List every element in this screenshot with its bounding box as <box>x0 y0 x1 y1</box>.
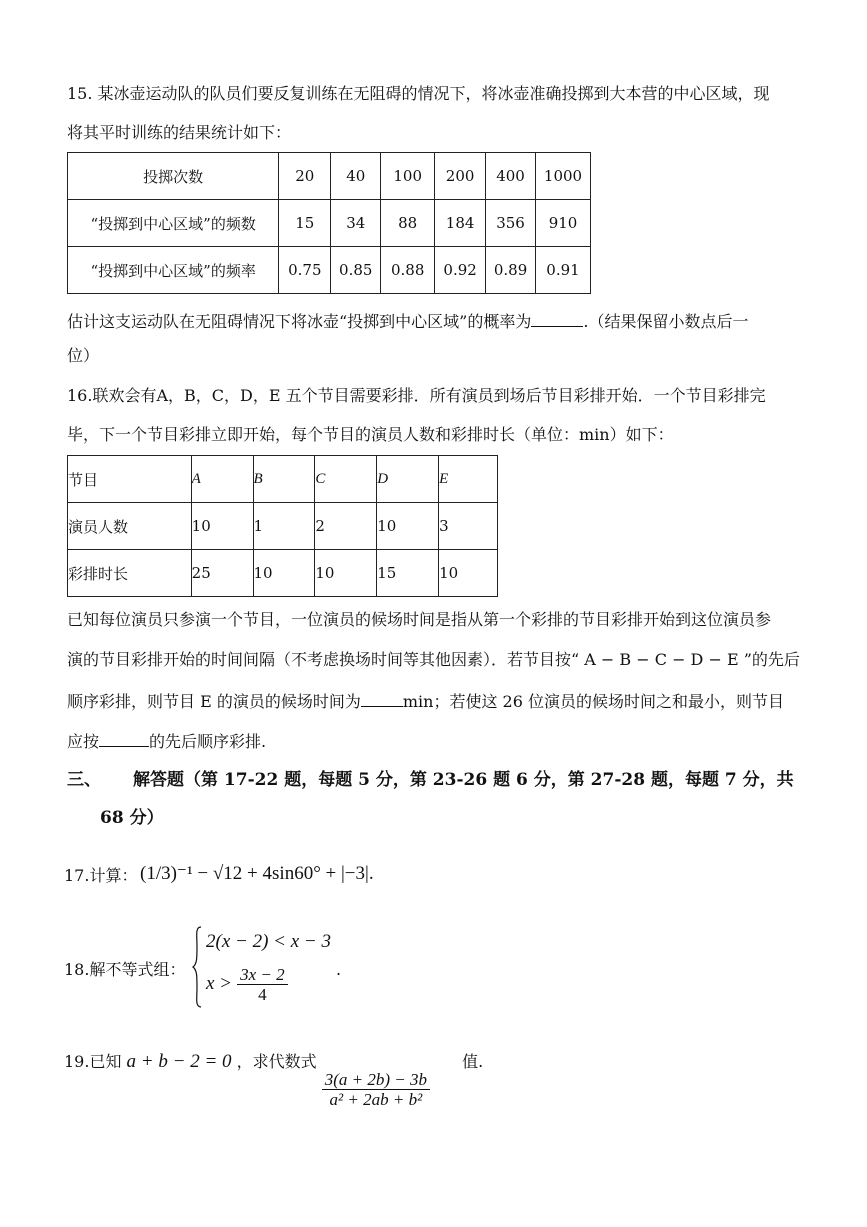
table-cell: 15 <box>377 550 439 597</box>
table-row <box>68 200 591 247</box>
q18-label: 18.解不等式组： <box>64 960 186 979</box>
table-cell: 100 <box>381 153 435 200</box>
table-cell: “投掷到中心区域”的频率 <box>68 247 279 294</box>
table-cell: “投掷到中心区域”的频数 <box>68 200 279 247</box>
table-cell: 25 <box>191 550 253 597</box>
table-cell: 0.75 <box>279 247 331 294</box>
q16-line2: 毕，下一个节目彩排立即开始，每个节目的演员人数和彩排时长（单位：min）如下： <box>67 425 674 444</box>
q16-line6-text: 应按 <box>67 732 100 751</box>
q17-label: 17.计算： <box>64 866 138 885</box>
table-cell: 0.85 <box>331 247 381 294</box>
q15-line3-tail: .（结果保留小数点后一 <box>583 312 749 331</box>
table-cell: 演员人数 <box>68 503 192 550</box>
table-row <box>68 503 498 550</box>
brace-icon <box>192 926 202 1008</box>
q16-line5-text: 顺序彩排，则节目 E 的演员的候场时间为 <box>67 692 361 711</box>
q18-inequality-2 <box>206 966 288 1003</box>
q16-line6 <box>67 732 266 750</box>
fraction-numerator: 3(a + 2b) − 3b <box>322 1071 430 1090</box>
table-cell: 40 <box>331 153 381 200</box>
q19-end: 值. <box>462 1052 484 1071</box>
section-title-cont: 68 分） <box>100 808 164 828</box>
table-row <box>68 247 591 294</box>
table-cell: 10 <box>253 550 315 597</box>
table-cell: 1000 <box>536 153 591 200</box>
table-cell: C <box>315 456 377 503</box>
q16-table <box>67 455 498 597</box>
q15-table <box>67 152 591 294</box>
fraction-numerator: 3x − 2 <box>237 966 288 985</box>
table-cell: 3 <box>439 503 498 550</box>
table-cell: 356 <box>486 200 536 247</box>
q18-end: . <box>336 960 342 979</box>
table-cell: 910 <box>536 200 591 247</box>
table-cell: 0.88 <box>381 247 435 294</box>
table-cell: 2 <box>315 503 377 550</box>
section-title: 解答题（第 17-22 题，每题 5 分，第 23-26 题 6 分，第 27-28 题，每题 7 分，共 <box>133 770 794 790</box>
table-cell: 88 <box>381 200 435 247</box>
table-cell: D <box>377 456 439 503</box>
table-cell: 10 <box>377 503 439 550</box>
table-cell: 15 <box>279 200 331 247</box>
table-cell: 投掷次数 <box>68 153 279 200</box>
q15-line3 <box>67 312 748 330</box>
q15-line4: 位） <box>67 346 100 365</box>
q15-line2: 将其平时训练的结果统计如下： <box>67 123 292 142</box>
answer-blank <box>531 312 583 327</box>
table-cell: E <box>439 456 498 503</box>
section-number: 三、 <box>67 770 101 790</box>
table-cell: 10 <box>191 503 253 550</box>
table-row <box>68 153 591 200</box>
q19-condition: a + b − 2 = 0 <box>126 1051 232 1072</box>
table-cell: 1 <box>253 503 315 550</box>
q16-line6-tail: 的先后顺序彩排. <box>149 732 267 751</box>
table-cell: 34 <box>331 200 381 247</box>
q19-label: 19.已知 <box>64 1052 122 1071</box>
table-cell: 节目 <box>68 456 192 503</box>
q19-line <box>64 1052 483 1108</box>
table-cell: 200 <box>435 153 486 200</box>
table-cell: 184 <box>435 200 486 247</box>
q15-line1: 15. 某冰壶运动队的队员们要反复训练在无阻碍的情况下，将冰壶准确投掷到大本营的中心区域，现 <box>67 84 770 103</box>
q17-expression: (1/3)⁻¹ − √12 + 4sin60° + |−3|. <box>140 863 374 884</box>
table-cell: 0.91 <box>536 247 591 294</box>
table-cell: B <box>253 456 315 503</box>
q19-mid: ，求代数式 <box>236 1052 317 1071</box>
q16-line3: 已知每位演员只参演一个节目，一位演员的候场时间是指从第一个彩排的节目彩排开始到这位演员参 <box>67 610 772 629</box>
q18-inequality-1: 2(x − 2) < x − 3 <box>206 931 331 952</box>
table-cell: 10 <box>315 550 377 597</box>
table-row <box>68 456 498 503</box>
q16-line4: 演的节目彩排开始的时间间隔（不考虑换场时间等其他因素）．若节目按“ A − B − C − D − E ”的先后 <box>67 650 800 669</box>
q15-line3-text: 估计这支运动队在无阻碍情况下将冰壶“投掷到中心区域”的概率为 <box>67 312 532 331</box>
answer-blank <box>99 732 149 747</box>
fraction-denominator: a² + 2ab + b² <box>329 1090 423 1109</box>
q16-line1: 16.联欢会有A，B，C，D，E 五个节目需要彩排．所有演员到场后节目彩排开始．一个节目彩排完 <box>67 386 766 405</box>
q18-fraction <box>237 966 288 1003</box>
table-cell: 0.89 <box>486 247 536 294</box>
table-row <box>68 550 498 597</box>
table-cell: 400 <box>486 153 536 200</box>
fraction-denominator: 4 <box>258 985 267 1004</box>
table-cell: 10 <box>439 550 498 597</box>
table-cell: A <box>191 456 253 503</box>
q16-line5 <box>67 692 784 710</box>
q16-line5-tail: min；若使这 26 位演员的候场时间之和最小，则节目 <box>402 692 784 711</box>
table-cell: 0.92 <box>435 247 486 294</box>
section-heading <box>67 772 794 789</box>
q19-fraction <box>322 1071 430 1108</box>
q18-lhs: x > <box>206 973 233 994</box>
table-cell: 彩排时长 <box>68 550 192 597</box>
table-cell: 20 <box>279 153 331 200</box>
answer-blank <box>361 692 403 707</box>
